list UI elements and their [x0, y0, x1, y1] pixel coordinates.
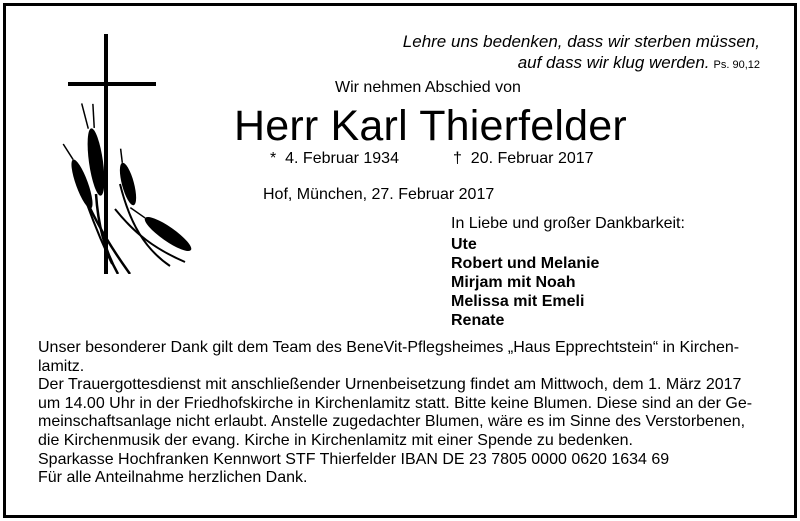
mourner-name: Mirjam mit Noah [451, 274, 576, 291]
mourner-name: Ute [451, 236, 477, 253]
closing-line: Für alle Anteilnahme herzlichen Dank. [38, 469, 308, 487]
notice-body [38, 339, 764, 488]
mourner-name: Robert und Melanie [451, 255, 600, 272]
quote-line-2-text: auf dass wir klug werden. [517, 53, 710, 72]
mourner-name: Renate [451, 312, 505, 329]
deceased-name: Herr Karl Thierfelder [234, 102, 627, 150]
mourners-intro: In Liebe und großer Dankbarkeit: [451, 215, 685, 232]
death-date [453, 150, 594, 168]
cross-and-wheat-icon [60, 34, 200, 274]
mourners-block [451, 214, 685, 330]
birth-date [270, 150, 399, 168]
bible-quote [403, 31, 760, 76]
thanks-paragraph: Unser besonderer Dank gilt dem Team des BeneVit-Pflegsheimes „Haus Epprechtstein“ in Kirchen-lamitz. [38, 339, 740, 375]
bank-details: Sparkasse Hochfranken Kennwort STF Thierfelder IBAN DE 23 7805 0000 0620 1634 69 [38, 450, 670, 468]
farewell-intro: Wir nehmen Abschied von [335, 79, 521, 96]
death-date-text: 20. Februar 2017 [470, 150, 594, 167]
quote-line-2 [403, 52, 760, 76]
birth-symbol: * [270, 150, 277, 167]
birth-date-text: 4. Februar 1934 [285, 150, 399, 167]
mourner-name: Melissa mit Emeli [451, 293, 585, 310]
place-and-date: Hof, München, 27. Februar 2017 [263, 186, 495, 203]
quote-line-1: Lehre uns bedenken, dass wir sterben müssen, [402, 32, 760, 51]
quote-source: Ps. 90,12 [713, 59, 760, 71]
service-paragraph: Der Trauergottesdienst mit anschließender Urnenbeisetzung findet am Mittwoch, dem 1. März 2017 um 14.00 Uhr in der Friedhofskirche in Kirchenlamitz statt. Bitte keine Blumen. Diese sind an der Ge-meinschaftsanlage nicht erlaubt. Anstelle zugedachter Blumen, wäre es im Sinne des Verstorbenen, die Kirchenmusik der evang. Kirche in Kirchenlamitz mit einer Spende zu bedenken. [38, 376, 753, 449]
cross-symbol: † [453, 150, 462, 167]
